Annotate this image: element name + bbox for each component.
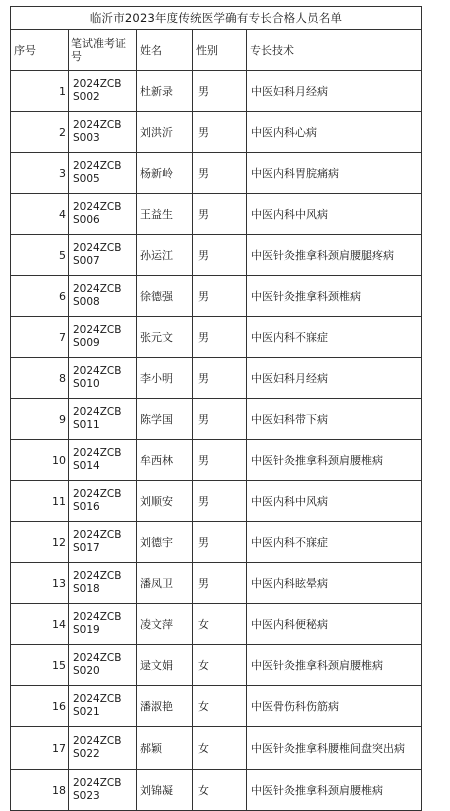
exam-number-line-1: 2024ZCB	[73, 324, 122, 336]
row-exam-number	[69, 727, 137, 770]
table-row	[11, 153, 422, 194]
row-name: 杨新岭	[137, 153, 193, 194]
row-seq: 6	[11, 276, 69, 317]
exam-number-line-1: 2024ZCB	[73, 652, 122, 664]
row-exam-number	[69, 645, 137, 686]
exam-number-line-1: 2024ZCB	[73, 406, 122, 418]
row-seq: 8	[11, 358, 69, 399]
row-name: 潘淑艳	[137, 686, 193, 727]
table-row	[11, 645, 422, 686]
row-specialty: 中医妇科月经病	[247, 71, 422, 112]
table-row	[11, 481, 422, 522]
row-name: 刘顺安	[137, 481, 193, 522]
row-name: 李小明	[137, 358, 193, 399]
row-exam-number	[69, 112, 137, 153]
row-name: 刘锦凝	[137, 770, 193, 811]
row-gender: 男	[193, 563, 247, 604]
row-specialty: 中医针灸推拿科颈肩腰腿疼病	[247, 235, 422, 276]
row-exam-number	[69, 358, 137, 399]
row-gender: 男	[193, 235, 247, 276]
row-seq: 14	[11, 604, 69, 645]
exam-number-line-1: 2024ZCB	[73, 365, 122, 377]
row-specialty: 中医内科不寐症	[247, 317, 422, 358]
row-gender: 男	[193, 522, 247, 563]
row-seq: 5	[11, 235, 69, 276]
roster-sheet	[10, 6, 421, 811]
row-seq: 13	[11, 563, 69, 604]
row-specialty: 中医针灸推拿科颈椎病	[247, 276, 422, 317]
table-row	[11, 194, 422, 235]
row-exam-number	[69, 563, 137, 604]
table-row	[11, 358, 422, 399]
row-specialty: 中医针灸推拿科颈肩腰椎病	[247, 645, 422, 686]
row-exam-number	[69, 604, 137, 645]
row-gender: 男	[193, 112, 247, 153]
row-gender: 女	[193, 686, 247, 727]
header-row	[11, 30, 422, 71]
row-exam-number	[69, 194, 137, 235]
row-name: 王益生	[137, 194, 193, 235]
exam-number-line-2: S006	[73, 214, 100, 226]
row-name: 徐德强	[137, 276, 193, 317]
row-seq: 12	[11, 522, 69, 563]
roster-table	[10, 6, 422, 811]
table-row	[11, 440, 422, 481]
row-exam-number	[69, 440, 137, 481]
table-row	[11, 604, 422, 645]
row-gender: 男	[193, 153, 247, 194]
exam-number-line-1: 2024ZCB	[73, 529, 122, 541]
row-specialty: 中医妇科月经病	[247, 358, 422, 399]
roster-table-body	[11, 7, 422, 811]
row-gender: 男	[193, 399, 247, 440]
table-row	[11, 71, 422, 112]
header-gender: 性别	[193, 30, 247, 71]
row-name: 潘凤卫	[137, 563, 193, 604]
row-specialty: 中医内科眩晕病	[247, 563, 422, 604]
exam-number-line-2: S002	[73, 91, 100, 103]
row-seq: 17	[11, 727, 69, 770]
title-row	[11, 7, 422, 30]
row-exam-number	[69, 522, 137, 563]
row-exam-number	[69, 235, 137, 276]
exam-number-line-1: 2024ZCB	[73, 201, 122, 213]
row-gender: 男	[193, 317, 247, 358]
table-row	[11, 399, 422, 440]
exam-number-line-1: 2024ZCB	[73, 447, 122, 459]
table-row	[11, 276, 422, 317]
exam-number-line-2: S010	[73, 378, 100, 390]
exam-number-line-1: 2024ZCB	[73, 78, 122, 90]
exam-number-line-2: S019	[73, 624, 100, 636]
row-exam-number	[69, 153, 137, 194]
row-name: 刘洪沂	[137, 112, 193, 153]
header-exam-number: 笔试准考证号	[69, 30, 137, 71]
table-row	[11, 686, 422, 727]
exam-number-line-2: S014	[73, 460, 100, 472]
table-row	[11, 112, 422, 153]
row-exam-number	[69, 686, 137, 727]
exam-number-line-2: S023	[73, 790, 100, 802]
row-seq: 18	[11, 770, 69, 811]
exam-number-line-1: 2024ZCB	[73, 693, 122, 705]
exam-number-line-2: S020	[73, 665, 100, 677]
row-name: 凌文萍	[137, 604, 193, 645]
exam-number-line-1: 2024ZCB	[73, 160, 122, 172]
row-seq: 1	[11, 71, 69, 112]
row-exam-number	[69, 276, 137, 317]
row-seq: 2	[11, 112, 69, 153]
row-seq: 4	[11, 194, 69, 235]
row-name: 孙运江	[137, 235, 193, 276]
row-seq: 9	[11, 399, 69, 440]
row-specialty: 中医内科不寐症	[247, 522, 422, 563]
exam-number-line-1: 2024ZCB	[73, 283, 122, 295]
row-seq: 7	[11, 317, 69, 358]
exam-number-line-1: 2024ZCB	[73, 488, 122, 500]
row-exam-number	[69, 317, 137, 358]
exam-number-line-2: S017	[73, 542, 100, 554]
row-seq: 3	[11, 153, 69, 194]
row-exam-number	[69, 71, 137, 112]
row-seq: 15	[11, 645, 69, 686]
table-row	[11, 770, 422, 811]
row-gender: 男	[193, 71, 247, 112]
exam-number-line-2: S003	[73, 132, 100, 144]
row-specialty: 中医内科便秘病	[247, 604, 422, 645]
exam-number-line-2: S018	[73, 583, 100, 595]
exam-number-line-1: 2024ZCB	[73, 242, 122, 254]
exam-number-line-1: 2024ZCB	[73, 570, 122, 582]
exam-number-line-2: S016	[73, 501, 100, 513]
table-title: 临沂市2023年度传统医学确有专长合格人员名单	[11, 7, 422, 30]
row-exam-number	[69, 481, 137, 522]
row-seq: 16	[11, 686, 69, 727]
row-exam-number	[69, 770, 137, 811]
header-seq: 序号	[11, 30, 69, 71]
row-gender: 男	[193, 358, 247, 399]
row-gender: 男	[193, 276, 247, 317]
row-specialty: 中医内科中风病	[247, 481, 422, 522]
row-gender: 男	[193, 481, 247, 522]
exam-number-line-2: S009	[73, 337, 100, 349]
exam-number-line-2: S005	[73, 173, 100, 185]
row-specialty: 中医针灸推拿科颈肩腰椎病	[247, 770, 422, 811]
exam-number-line-2: S021	[73, 706, 100, 718]
table-row	[11, 317, 422, 358]
row-seq: 10	[11, 440, 69, 481]
exam-number-line-1: 2024ZCB	[73, 777, 122, 789]
row-specialty: 中医内科中风病	[247, 194, 422, 235]
exam-number-line-1: 2024ZCB	[73, 119, 122, 131]
exam-number-line-1: 2024ZCB	[73, 611, 122, 623]
row-name: 牟西林	[137, 440, 193, 481]
row-name: 陈学国	[137, 399, 193, 440]
table-row	[11, 727, 422, 770]
row-specialty: 中医针灸推拿科腰椎间盘突出病	[247, 727, 422, 770]
row-name: 刘德宇	[137, 522, 193, 563]
row-gender: 女	[193, 727, 247, 770]
row-gender: 男	[193, 194, 247, 235]
row-exam-number	[69, 399, 137, 440]
table-row	[11, 522, 422, 563]
row-gender: 女	[193, 645, 247, 686]
row-specialty: 中医针灸推拿科颈肩腰椎病	[247, 440, 422, 481]
exam-number-line-2: S022	[73, 748, 100, 760]
header-name: 姓名	[137, 30, 193, 71]
exam-number-line-1: 2024ZCB	[73, 735, 122, 747]
header-specialty: 专长技术	[247, 30, 422, 71]
row-specialty: 中医内科心病	[247, 112, 422, 153]
table-row	[11, 563, 422, 604]
row-name: 郝颖	[137, 727, 193, 770]
row-specialty: 中医内科胃脘痛病	[247, 153, 422, 194]
exam-number-line-2: S007	[73, 255, 100, 267]
row-name: 杜新录	[137, 71, 193, 112]
row-gender: 男	[193, 440, 247, 481]
row-gender: 女	[193, 604, 247, 645]
exam-number-line-2: S011	[73, 419, 100, 431]
row-seq: 11	[11, 481, 69, 522]
row-specialty: 中医妇科带下病	[247, 399, 422, 440]
row-name: 张元文	[137, 317, 193, 358]
table-row	[11, 235, 422, 276]
exam-number-line-2: S008	[73, 296, 100, 308]
row-name: 逯文娟	[137, 645, 193, 686]
row-gender: 女	[193, 770, 247, 811]
row-specialty: 中医骨伤科伤筋病	[247, 686, 422, 727]
